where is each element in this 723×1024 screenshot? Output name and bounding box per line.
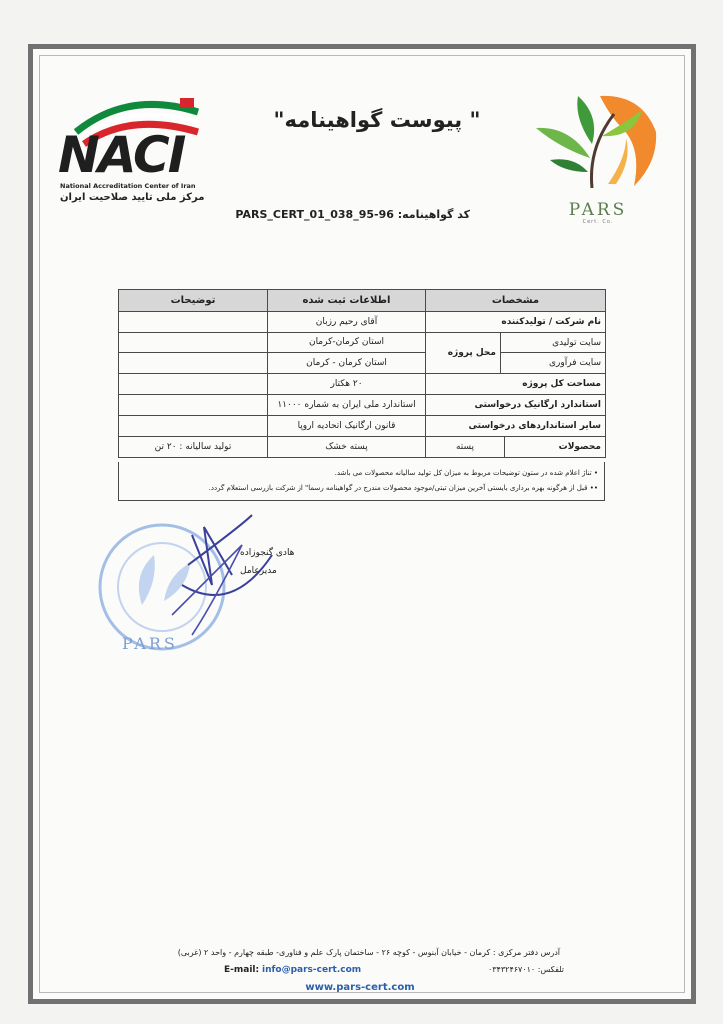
processing-site-label: سایت فرآوری — [501, 353, 606, 374]
location-desc — [119, 333, 268, 374]
footer-email-label: E-mail: — [224, 965, 260, 975]
processing-site-value: استان کرمان - کرمان — [306, 358, 387, 368]
footer-phone: تلفکس: ۰۳۴۳۲۴۶۷۰۱۰ — [487, 965, 564, 974]
footer-website-link[interactable]: www.pars-cert.com — [305, 982, 415, 993]
location-values — [268, 333, 426, 374]
other-standard-value: قانون ارگانیک اتحادیه اروپا — [268, 416, 426, 437]
naci-subtitle-fa: مرکز ملی تایید صلاحیت ایران — [60, 192, 205, 203]
pars-wordmark: PARS — [568, 200, 628, 220]
table-row — [119, 312, 606, 333]
footer-address: آدرس دفتر مرکزی : کرمان - خیابان آبنوس - کوچه ۲۶ - ساختمان پارک علم و فناوری- طبقه چهارم - واحد ۲ (غربی) — [177, 948, 560, 957]
signatory-name: هادی گنجوزاده — [240, 548, 295, 558]
empty-cell — [119, 374, 268, 395]
area-value: ۲۰ هکتار — [268, 374, 426, 395]
naci-wordmark: NACI — [58, 126, 185, 184]
header-specs: مشخصات — [426, 290, 606, 312]
table-row — [119, 374, 606, 395]
other-standard-label: سایر استانداردهای درخواستی — [426, 416, 606, 437]
product-note: تولید سالیانه : ۲۰ تن — [119, 437, 268, 458]
certificate-code: کد گواهینامه: PARS_CERT_01_038_95-96 — [235, 208, 470, 221]
stamp-wordmark: PARS — [122, 634, 178, 653]
pars-wordmark-sub: Cert. Co. — [582, 219, 614, 225]
table-row — [119, 395, 606, 416]
table-row — [119, 333, 606, 374]
product-name: پسته — [455, 442, 475, 452]
header-description: توضیحات — [119, 290, 268, 312]
table-header-row — [119, 290, 606, 312]
area-label: مساحت کل پروژه — [426, 374, 606, 395]
empty-cell — [119, 416, 268, 437]
signatory-role: مدیرعامل — [240, 566, 277, 576]
product-value: پسته خشک — [268, 437, 426, 458]
pars-logo-icon — [530, 88, 660, 198]
certificate-table — [118, 289, 606, 458]
empty-cell — [119, 395, 268, 416]
production-site-label: سایت تولیدی — [501, 333, 606, 353]
location-label: محل پروژه — [447, 348, 496, 358]
footnote-1: • تناژ اعلام شده در ستون توضیحات مربوط به میزان کل تولید سالیانه محصولات می باشد. — [334, 469, 598, 477]
header-registered-info: اطلاعات ثبت شده — [268, 290, 426, 312]
footnote-2: •• قبل از هرگونه بهره برداری بایستی آخرین میزان تبتی/موجود محصولات مندرج در گواهینامه رسما" از شرکت بازرسی استعلام گردد. — [208, 484, 598, 492]
production-site-value: استان کرمان-کرمان — [268, 333, 425, 353]
table-row — [119, 416, 606, 437]
products-label: محصولات — [504, 437, 605, 457]
company-value: آقای رحیم رزبان — [268, 312, 426, 333]
company-label: نام شرکت / تولیدکننده — [426, 312, 606, 333]
document-title: " پیوست گواهینامه" — [273, 108, 481, 132]
products-cell — [426, 437, 606, 458]
table-row — [119, 437, 606, 458]
organic-standard-label: استاندارد ارگانیک درخواستی — [426, 395, 606, 416]
naci-subtitle-en: National Accreditation Center of Iran — [60, 182, 196, 190]
footer-email-link[interactable]: info@pars-cert.com — [262, 965, 362, 975]
location-cell — [426, 333, 606, 374]
empty-cell — [119, 312, 268, 333]
organic-standard-value: استاندارد ملی ایران به شماره ۱۱۰۰۰ — [268, 395, 426, 416]
footnotes — [118, 462, 605, 501]
